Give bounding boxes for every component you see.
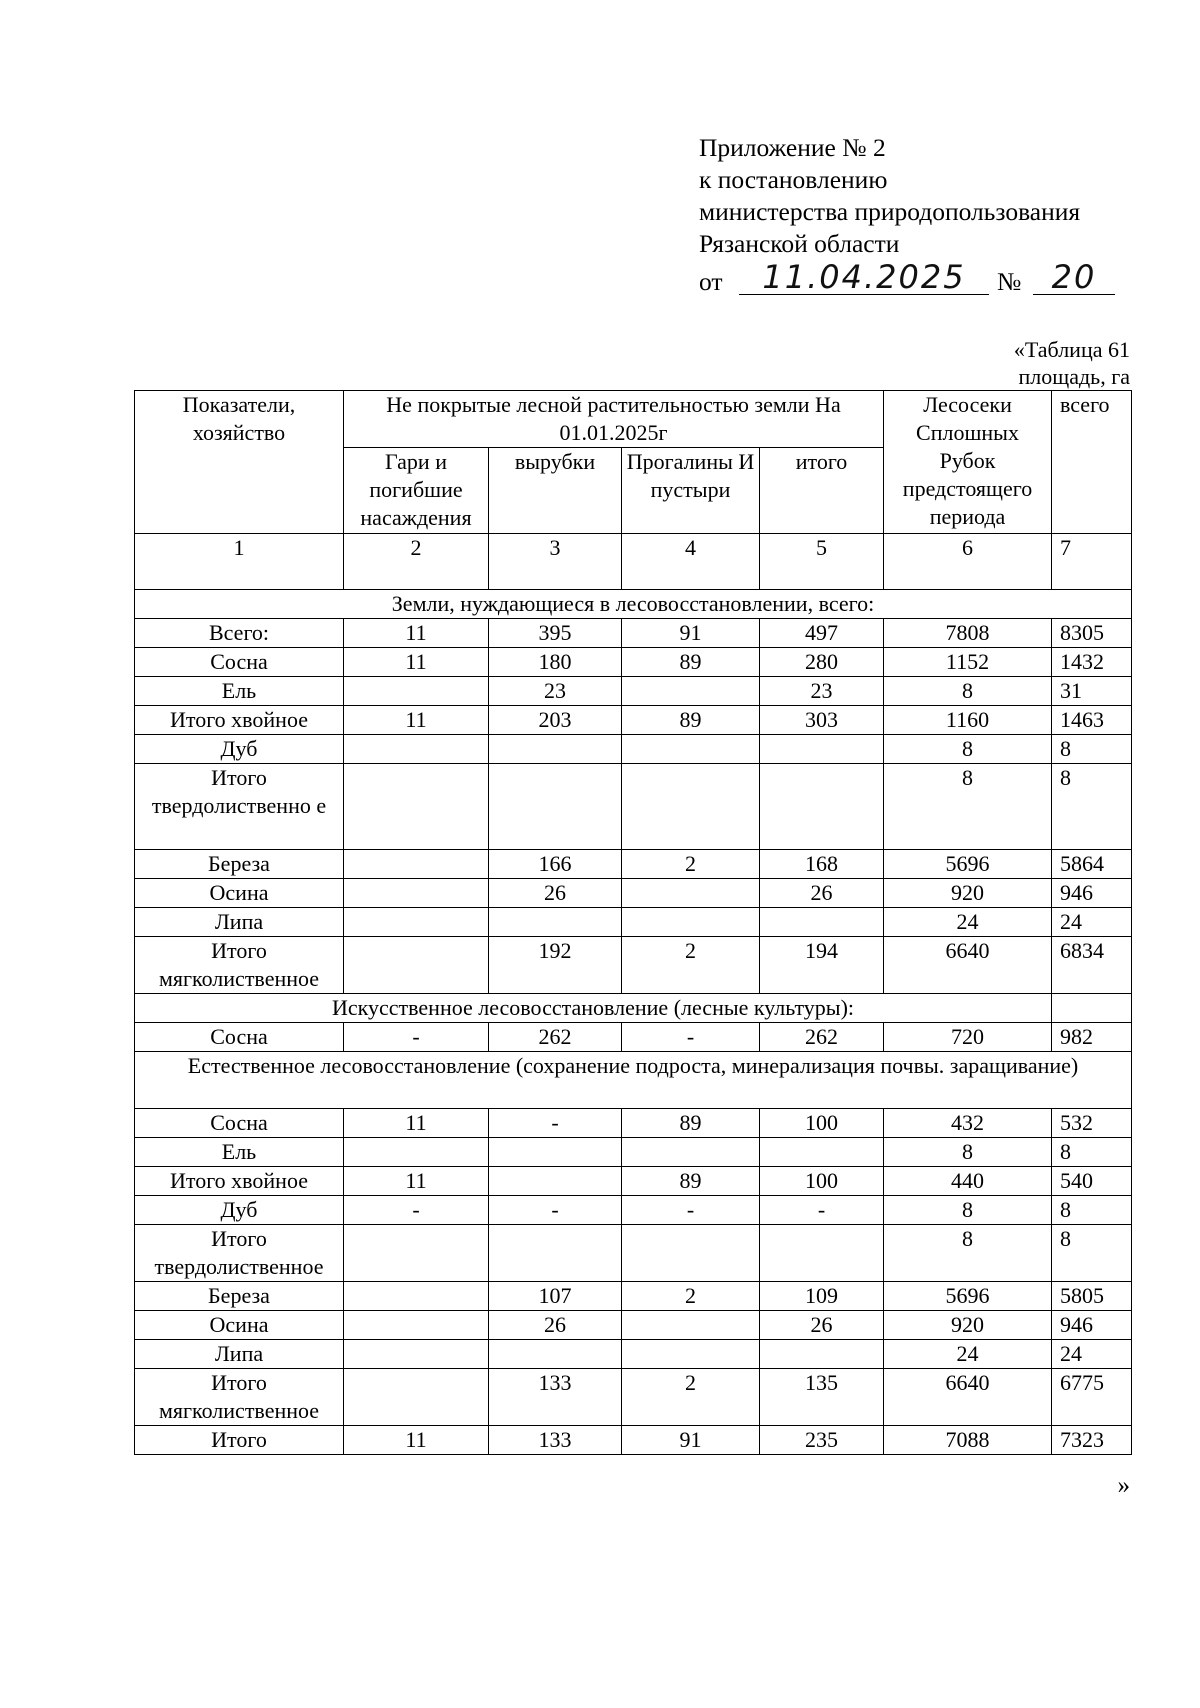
table-row	[135, 1167, 1132, 1196]
data-cell: 135	[760, 1369, 884, 1426]
row-label: Береза	[135, 850, 344, 879]
appendix-date-number	[699, 258, 1097, 298]
data-cell: 982	[1052, 1023, 1132, 1052]
data-cell	[760, 764, 884, 850]
data-cell: 920	[884, 879, 1052, 908]
appendix-title: Приложение № 2	[699, 133, 886, 162]
row-label: Дуб	[135, 1196, 344, 1225]
data-cell: 720	[884, 1023, 1052, 1052]
table-row	[135, 1023, 1132, 1052]
data-cell: 6775	[1052, 1369, 1132, 1426]
number-prefix: №	[997, 267, 1022, 296]
data-cell	[489, 735, 622, 764]
data-cell	[760, 908, 884, 937]
row-label: Сосна	[135, 1023, 344, 1052]
data-cell: 532	[1052, 1109, 1132, 1138]
row-label: Итого твердолиственное	[135, 1225, 344, 1282]
data-cell	[760, 1138, 884, 1167]
data-cell	[344, 735, 489, 764]
data-cell: 11	[344, 619, 489, 648]
row-label: Ель	[135, 677, 344, 706]
data-cell: 109	[760, 1282, 884, 1311]
data-cell: 26	[760, 879, 884, 908]
table-title: «Таблица 61	[1013, 337, 1130, 362]
data-cell: -	[760, 1196, 884, 1225]
data-cell	[344, 764, 489, 850]
row-label: Итого твердолиственно е	[135, 764, 344, 850]
data-cell: 7808	[884, 619, 1052, 648]
data-cell	[344, 1369, 489, 1426]
data-cell: 23	[489, 677, 622, 706]
data-cell: 5805	[1052, 1282, 1132, 1311]
data-cell: 11	[344, 1426, 489, 1455]
data-cell: 540	[1052, 1167, 1132, 1196]
data-cell	[489, 764, 622, 850]
row-label: Итого хвойное	[135, 706, 344, 735]
table-caption	[1014, 336, 1130, 390]
data-cell	[489, 1138, 622, 1167]
data-cell	[622, 735, 760, 764]
data-cell	[344, 908, 489, 937]
data-cell: 8	[1052, 1138, 1132, 1167]
data-cell: 26	[489, 1311, 622, 1340]
row-label: Липа	[135, 908, 344, 937]
data-cell: 203	[489, 706, 622, 735]
data-cell: 497	[760, 619, 884, 648]
header-cuttings: вырубки	[489, 448, 622, 534]
data-cell	[489, 1167, 622, 1196]
table-row	[135, 764, 1132, 850]
data-cell	[344, 879, 489, 908]
table-row	[135, 1340, 1132, 1369]
data-cell: 6640	[884, 937, 1052, 994]
col-number: 7	[1052, 534, 1132, 590]
header-uncovered-lands: Не покрытые лесной растительностью земли На 01.01.2025г	[344, 391, 884, 448]
table-row	[135, 1138, 1132, 1167]
data-cell	[344, 1138, 489, 1167]
data-cell: 2	[622, 1369, 760, 1426]
table-row	[135, 706, 1132, 735]
data-cell: 8	[1052, 764, 1132, 850]
data-cell: 303	[760, 706, 884, 735]
row-label: Итого хвойное	[135, 1167, 344, 1196]
data-cell: 8	[1052, 1225, 1132, 1282]
row-label: Сосна	[135, 1109, 344, 1138]
data-cell: -	[489, 1109, 622, 1138]
table-row	[135, 648, 1132, 677]
data-cell: 2	[622, 850, 760, 879]
data-cell: 1152	[884, 648, 1052, 677]
data-cell: 395	[489, 619, 622, 648]
data-cell: 91	[622, 1426, 760, 1455]
header-glades: Прогалины И пустыри	[622, 448, 760, 534]
data-cell: 2	[622, 1282, 760, 1311]
data-cell: 5864	[1052, 850, 1132, 879]
data-cell	[489, 908, 622, 937]
col-number: 2	[344, 534, 489, 590]
data-cell: 31	[1052, 677, 1132, 706]
data-cell: 89	[622, 648, 760, 677]
data-cell	[344, 1311, 489, 1340]
data-cell: 8	[1052, 1196, 1132, 1225]
data-cell: 11	[344, 1167, 489, 1196]
handwritten-date: 11.04.2025	[739, 260, 989, 295]
data-cell: 8305	[1052, 619, 1132, 648]
section-title: Искусственное лесовосстановление (лесные культуры):	[135, 994, 1052, 1023]
data-cell: 168	[760, 850, 884, 879]
row-label: Итого	[135, 1426, 344, 1455]
section-title: Естественное лесовосстановление (сохранение подроста, минерализация почвы. заращивание)	[135, 1052, 1132, 1109]
data-cell: 946	[1052, 1311, 1132, 1340]
data-cell: 24	[1052, 1340, 1132, 1369]
data-cell	[622, 1225, 760, 1282]
appendix-ministry: министерства природопользования	[699, 197, 1081, 226]
data-cell: -	[622, 1023, 760, 1052]
data-cell	[760, 735, 884, 764]
data-cell: 24	[884, 908, 1052, 937]
header-total: всего	[1052, 391, 1132, 534]
closing-quote: »	[1117, 1472, 1130, 1499]
data-cell: 6640	[884, 1369, 1052, 1426]
data-cell: 11	[344, 706, 489, 735]
data-cell: 8	[884, 764, 1052, 850]
data-cell: 23	[760, 677, 884, 706]
data-cell: 920	[884, 1311, 1052, 1340]
data-cell: 100	[760, 1109, 884, 1138]
data-cell	[622, 1311, 760, 1340]
table-row	[135, 1311, 1132, 1340]
data-cell	[622, 1138, 760, 1167]
header-indicator: Показатели, хозяйство	[135, 391, 344, 534]
data-cell: 5696	[884, 850, 1052, 879]
col-number: 4	[622, 534, 760, 590]
col-number: 3	[489, 534, 622, 590]
row-label: Итого мягколиственное	[135, 937, 344, 994]
col-number: 5	[760, 534, 884, 590]
data-cell: 7323	[1052, 1426, 1132, 1455]
data-cell	[760, 1340, 884, 1369]
data-cell: 8	[884, 677, 1052, 706]
data-cell: 100	[760, 1167, 884, 1196]
data-cell: -	[489, 1196, 622, 1225]
data-cell: 8	[1052, 735, 1132, 764]
data-cell: 1160	[884, 706, 1052, 735]
data-cell	[489, 1225, 622, 1282]
data-cell: 89	[622, 1167, 760, 1196]
data-cell: 5696	[884, 1282, 1052, 1311]
data-cell: 8	[884, 1196, 1052, 1225]
data-cell: 2	[622, 937, 760, 994]
section-title: Земли, нуждающиеся в лесовосстановлении, всего:	[135, 590, 1132, 619]
table-row	[135, 879, 1132, 908]
table-row	[135, 1196, 1132, 1225]
data-cell: 8	[884, 735, 1052, 764]
data-cell: 7088	[884, 1426, 1052, 1455]
data-cell: 8	[884, 1225, 1052, 1282]
data-cell	[489, 1340, 622, 1369]
row-label: Липа	[135, 1340, 344, 1369]
table-row	[135, 1369, 1132, 1426]
header-subtotal: итого	[760, 448, 884, 534]
table-row	[135, 850, 1132, 879]
data-cell: 946	[1052, 879, 1132, 908]
data-cell: 262	[489, 1023, 622, 1052]
data-cell	[760, 1225, 884, 1282]
data-cell: -	[344, 1196, 489, 1225]
row-label: Сосна	[135, 648, 344, 677]
data-cell: 192	[489, 937, 622, 994]
data-cell	[344, 850, 489, 879]
table-row	[135, 677, 1132, 706]
header-clearcut-areas: Лесосеки Сплошных Рубок предстоящего периода	[884, 391, 1052, 534]
table-row	[135, 908, 1132, 937]
appendix-reference: к постановлению	[699, 165, 888, 194]
data-cell	[344, 677, 489, 706]
data-cell: 26	[760, 1311, 884, 1340]
table-unit: площадь, га	[1018, 364, 1130, 389]
data-cell: 133	[489, 1426, 622, 1455]
data-cell	[344, 1340, 489, 1369]
data-cell: 235	[760, 1426, 884, 1455]
data-cell	[344, 937, 489, 994]
row-label: Дуб	[135, 735, 344, 764]
empty-cell	[1052, 994, 1132, 1023]
table-body	[135, 590, 1132, 1455]
data-cell: 280	[760, 648, 884, 677]
data-cell: 194	[760, 937, 884, 994]
data-cell: 24	[1052, 908, 1132, 937]
row-label: Береза	[135, 1282, 344, 1311]
handwritten-number: 20	[1033, 260, 1115, 295]
data-cell: -	[622, 1196, 760, 1225]
data-cell: 8	[884, 1138, 1052, 1167]
table-row	[135, 1426, 1132, 1455]
data-cell: 89	[622, 706, 760, 735]
table-row	[135, 937, 1132, 994]
data-cell: 133	[489, 1369, 622, 1426]
table-row	[135, 1225, 1132, 1282]
date-prefix: от	[699, 267, 723, 296]
data-cell: 1463	[1052, 706, 1132, 735]
data-cell: 26	[489, 879, 622, 908]
data-cell	[344, 1282, 489, 1311]
data-cell: -	[344, 1023, 489, 1052]
row-label: Осина	[135, 879, 344, 908]
appendix-header	[699, 132, 1097, 298]
data-cell	[622, 879, 760, 908]
row-label: Ель	[135, 1138, 344, 1167]
data-cell	[622, 908, 760, 937]
col-number: 6	[884, 534, 1052, 590]
data-cell: 262	[760, 1023, 884, 1052]
data-cell	[622, 1340, 760, 1369]
data-cell: 107	[489, 1282, 622, 1311]
table-row	[135, 1282, 1132, 1311]
data-cell: 440	[884, 1167, 1052, 1196]
data-cell: 180	[489, 648, 622, 677]
data-cell: 11	[344, 1109, 489, 1138]
forest-data-table	[134, 390, 1132, 1455]
row-label: Итого мягколиственное	[135, 1369, 344, 1426]
data-cell	[622, 764, 760, 850]
data-cell: 432	[884, 1109, 1052, 1138]
data-cell	[622, 677, 760, 706]
data-cell: 1432	[1052, 648, 1132, 677]
data-cell	[344, 1225, 489, 1282]
table-row	[135, 1109, 1132, 1138]
header-burnt: Гари и погибшие насаждения	[344, 448, 489, 534]
row-label: Всего:	[135, 619, 344, 648]
data-cell: 91	[622, 619, 760, 648]
data-cell: 166	[489, 850, 622, 879]
appendix-region: Рязанской области	[699, 229, 900, 258]
row-label: Осина	[135, 1311, 344, 1340]
table-row	[135, 619, 1132, 648]
data-cell: 24	[884, 1340, 1052, 1369]
col-number: 1	[135, 534, 344, 590]
data-cell: 6834	[1052, 937, 1132, 994]
data-cell: 11	[344, 648, 489, 677]
table-row	[135, 735, 1132, 764]
data-cell: 89	[622, 1109, 760, 1138]
